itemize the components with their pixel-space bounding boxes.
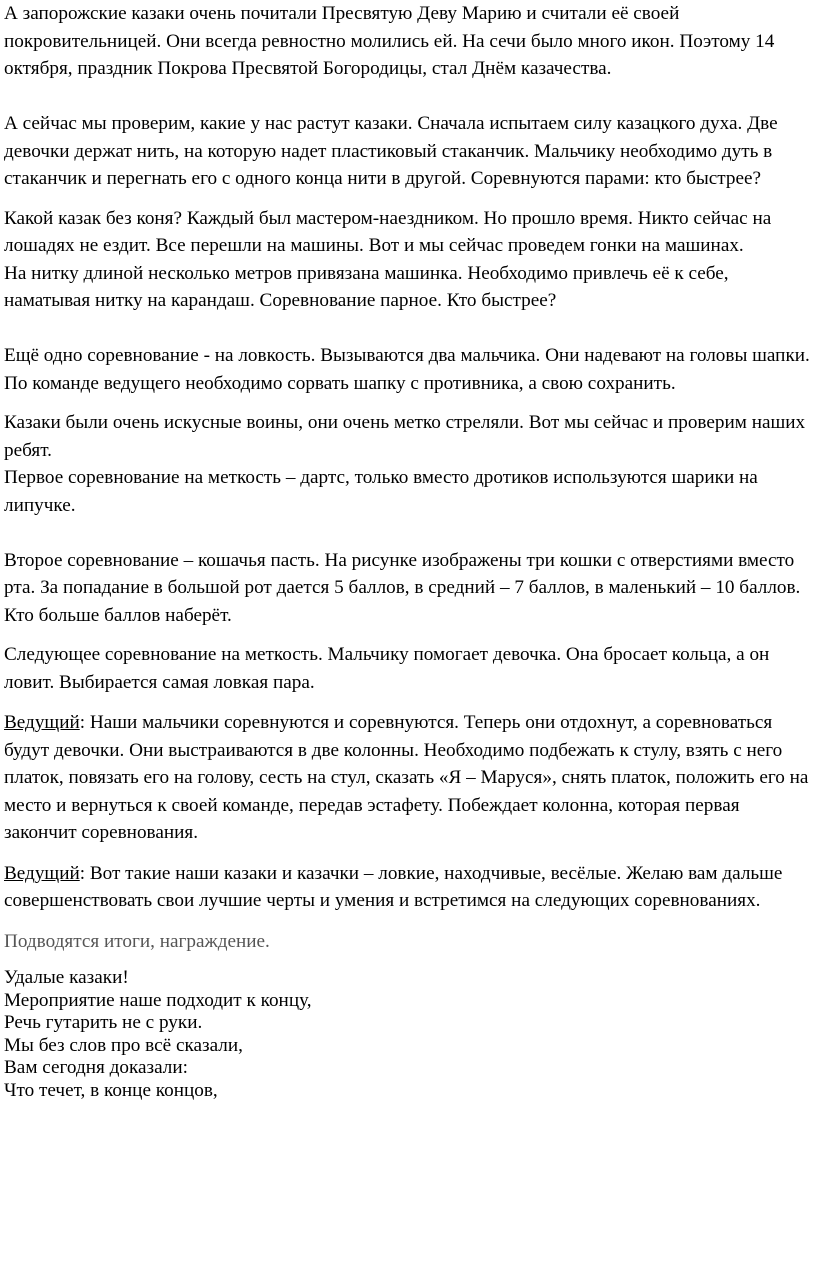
paragraph-rings: Следующее соревнование на меткость. Мальчику помогает девочка. Она бросает кольца, а он ловит. Выбирается самая ловкая пара.: [4, 644, 770, 693]
paragraph-hat-contest: Ещё одно соревнование - на ловкость. Вызываются два мальчика. Они надевают на головы шапки. По команде ведущего необходимо сорвать шапку с противника, а свою сохранить.: [4, 345, 810, 394]
paragraph-cossacks-intro: А запорожские казаки очень почитали Пресвятую Деву Марию и считали её своей покровительницей. Они всегда ревностно молились ей. На сечи было много икон. Поэтому 14 октября, праздник Покрова Пресвятой Богородицы, стал Днём казачества.: [4, 3, 775, 79]
host-speech: : Вот такие наши казаки и казачки – ловкие, находчивые, весёлые. Желаю вам дальше совершенствовать свои лучшие черты и умения и встретимся на следующих соревнованиях.: [4, 862, 783, 911]
paragraph-marksmen: Казаки были очень искусные воины, они очень метко стреляли. Вот мы сейчас и проверим наших ребят.: [4, 412, 806, 461]
poem-line: Вам сегодня доказали:: [4, 1057, 188, 1078]
document-page: [4, 0, 816, 1102]
paragraph-horse-race: Какой казак без коня? Каждый был мастером-наездником. Но прошло время. Никто сейчас на лошадях не ездит. Все перешли на машины. Вот и мы сейчас проведем гонки на машинах.: [4, 207, 772, 256]
paragraph-results-awards: Подводятся итоги, награждение.: [4, 930, 270, 952]
host-label: Ведущий: [4, 712, 80, 733]
poem-line: Речь гутарить не с руки.: [4, 1012, 203, 1033]
paragraph-spirit-contest: А сейчас мы проверим, какие у нас растут казаки. Сначала испытаем силу казацкого духа. Две девочки держат нить, на которую надет пластиковый стаканчик. Мальчику необходимо дуть в стаканчик и перегнать его с одного конца нити в другой. Соревнуются парами: кто быстрее?: [4, 113, 778, 189]
poem-line: Мероприятие наше подходит к концу,: [4, 989, 312, 1011]
paragraph-host-closing: [4, 860, 816, 915]
poem-line: Что течет, в конце концов,: [4, 1079, 218, 1101]
host-label: Ведущий: [4, 862, 80, 884]
paragraph-car-race-rules: На нитку длиной несколько метров привязана машинка. Необходимо привлечь её к себе, наматывая нитку на карандаш. Соревнование парное. Кто быстрее?: [4, 262, 729, 311]
poem-line: Удалые казаки!: [4, 967, 129, 988]
closing-poem: [4, 967, 816, 1102]
paragraph-cat-mouth: Второе соревнование – кошачья пасть. На рисунке изображены три кошки с отверстиями вместо рта. За попадание в большой рот дается 5 баллов, в средний – 7 баллов, в маленький – 10 баллов. Кто больше баллов наберёт.: [4, 549, 801, 626]
paragraph-darts: Первое соревнование на меткость – дартс, только вместо дротиков используются шарики на липучке.: [4, 467, 758, 516]
paragraph-host-girls-relay: [4, 709, 816, 847]
poem-line: Мы без слов про всё сказали,: [4, 1034, 243, 1056]
host-speech: : Наши мальчики соревнуются и соревнуются. Теперь они отдохнут, а соревноваться будут девочки. Они выстраиваются в две колонны. Необходимо подбежать к стулу, взять с него платок, повязать его на голову, сесть на стул, сказать «Я – Маруся», снять платок, положить его на место и вернуться к своей команде, передав эстафету. Побеждает колонна, которая первая закончит соревнования.: [4, 712, 809, 843]
